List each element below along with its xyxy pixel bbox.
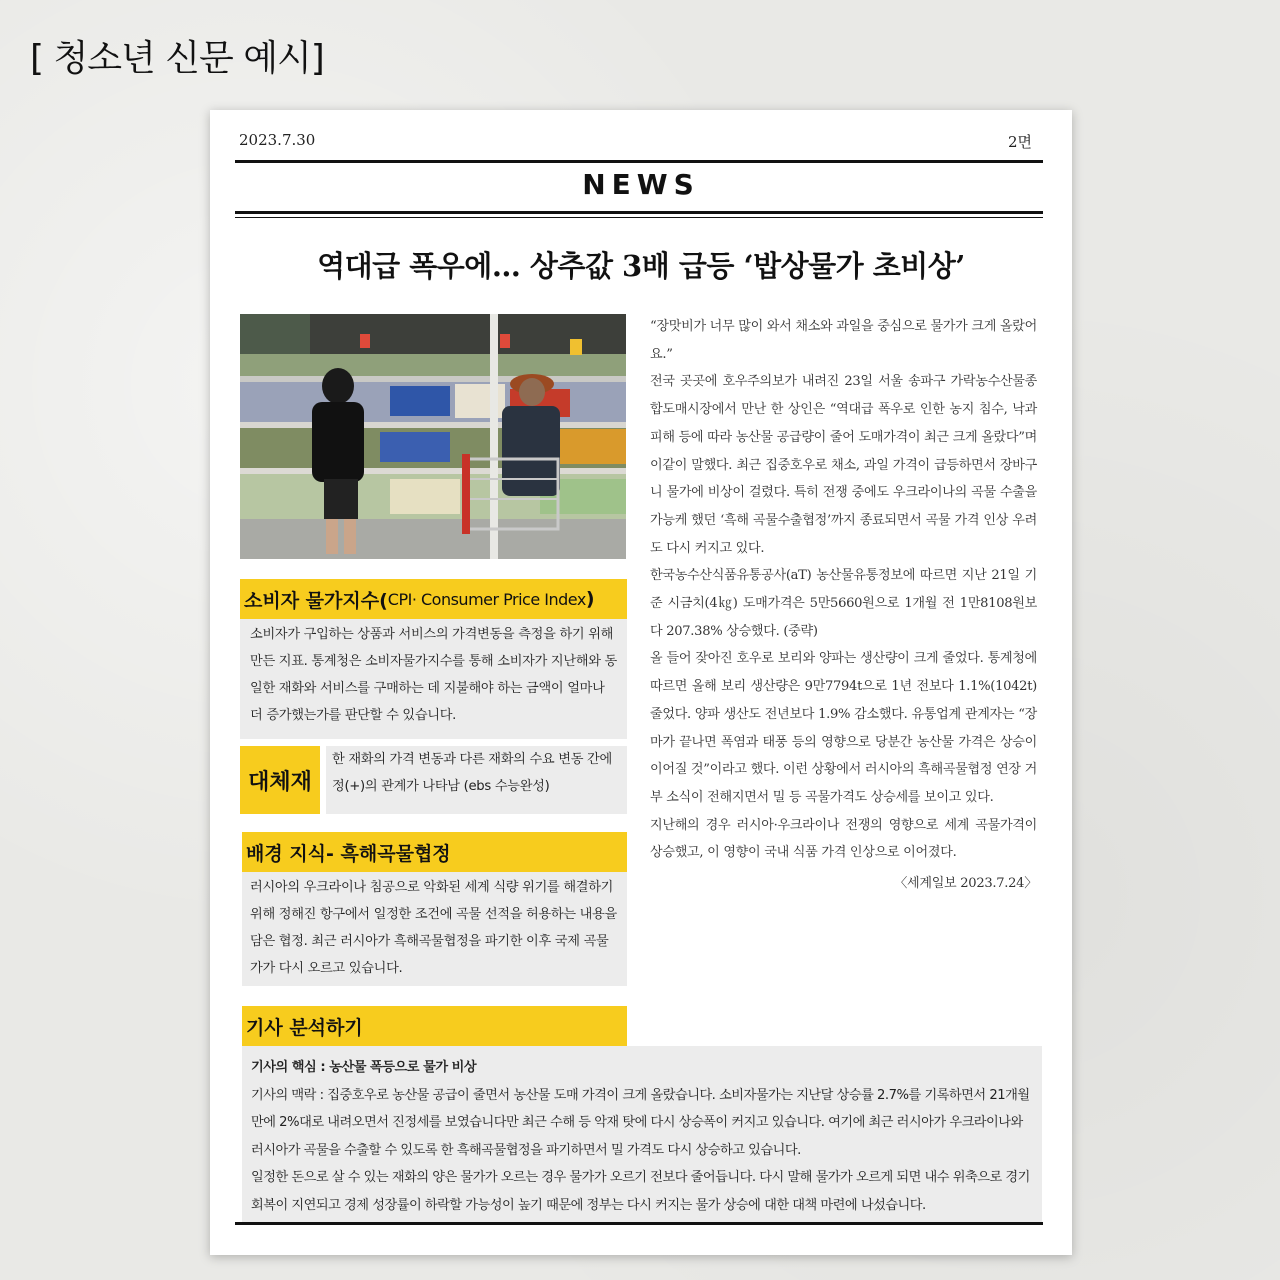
cpi-definition: 소비자가 구입하는 상품과 서비스의 가격변동을 측정을 하기 위해 만든 지표. 통계청은 소비자물가지수를 통해 소비자가 지난해와 동일한 재화와 서비스를 구매하는 데 지불해야 하는 금액이 얼마나 더 증가했는가를 판단할 수 있습니다. [250, 627, 617, 723]
substitute-title-bar [240, 746, 320, 814]
top-rule [235, 160, 1043, 163]
background-definition-box [242, 872, 627, 986]
analysis-conclusion: 일정한 돈으로 살 수 있는 재화의 양은 물가가 오르는 경우 물가가 오르기 전보다 줄어듭니다. 다시 말해 물가가 오르게 되면 내수 위축으로 경기 회복이 지연되고 경제 성장률이 하락할 가능성이 높기 때문에 정부는 다시 커지는 물가 상승에 대한 대책 마련에 나섰습니다. [251, 1170, 1030, 1213]
cpi-title: 소비자 물가지수( [244, 589, 388, 612]
analysis-title-bar [242, 1006, 627, 1046]
substitute-definition: 한 재화의 가격 변동과 다른 재화의 수요 변동 간에 정(+)의 관계가 나타남 (ebs 수능완성) [332, 752, 612, 794]
substitute-definition-box [326, 746, 627, 814]
background-definition: 러시아의 우크라이나 침공으로 악화된 세계 식량 위기를 해결하기 위해 정해진 항구에서 일정한 조건에 곡물 선적을 허용하는 내용을 담은 협정. 최근 러시아가 흑해곡물협정을 파기한 이후 국제 곡물가가 다시 오르고 있습니다. [250, 880, 617, 976]
cpi-title-bar [240, 579, 627, 619]
article-paragraph: 한국농수산식품유통공사(aT) 농산물유통정보에 따르면 지난 21일 기준 시금치(4㎏) 도매가격은 5만5660원으로 1개월 전 1만8108원보다 207.38% 상승했다. (중략) [650, 568, 1037, 639]
masthead-rule-thin [235, 217, 1043, 218]
bottom-rule [235, 1222, 1043, 1225]
article-body [650, 313, 1037, 898]
newspaper-sheet [210, 110, 1072, 1255]
analysis-box [242, 1046, 1042, 1222]
headline: 역대급 폭우에… 상추값 3배 급등 ‘밥상물가 초비상’ [317, 249, 965, 283]
article-paragraph: “장맛비가 너무 많이 와서 채소와 과일을 중심으로 물가가 크게 올랐어요.” [650, 319, 1037, 362]
supermarket-vegetable-aisle-photo [240, 314, 626, 559]
masthead: NEWS [582, 168, 700, 201]
article-source: 〈세계일보 2023.7.24〉 [894, 876, 1037, 892]
article-paragraph: 올 들어 잦아진 호우로 보리와 양파는 생산량이 크게 줄었다. 통계청에 따르면 올해 보리 생산량은 9만7794t으로 1년 전보다 1.1%(1042t) 줄었다. 양파 생산도 전년보다 1.9% 감소했다. 유통업계 관계자는 “장마가 끝나면 폭염과 태풍 등의 영향으로 당분간 농산물 가격은 상승이 이어질 것”이라고 했다. 이런 상황에서 러시아의 흑해곡물협정 연장 거부 소식이 전해지면서 밀 등 곡물가격도 상승세를 보이고 있다. [650, 651, 1037, 805]
substitute-title: 대체재 [248, 769, 312, 795]
page-number: 2면 [1007, 133, 1032, 151]
page-label: [ 청소년 신문 예시] [30, 38, 324, 79]
analysis-core: 기사의 핵심 : 농산물 폭등으로 물가 비상 [251, 1060, 477, 1075]
cpi-title-end: ) [585, 588, 595, 610]
cpi-definition-box [240, 619, 627, 739]
article-photo [240, 314, 626, 559]
masthead-rule-thick [235, 211, 1043, 214]
issue-date: 2023.7.30 [239, 131, 316, 149]
background-title: 배경 지식- 흑해곡물협정 [246, 842, 451, 865]
article-paragraph: 전국 곳곳에 호우주의보가 내려진 23일 서울 송파구 가락농수산물종합도매시장에서 만난 한 상인은 “역대급 폭우로 인한 농지 침수, 낙과 피해 등에 따라 농산물 공급량이 줄어 도매가격이 최근 크게 올랐다”며 이같이 말했다. 최근 집중호우로 채소, 과일 가격이 급등하면서 장바구니 물가에 비상이 걸렸다. 특히 전쟁 중에도 우크라이나의 곡물 수출을 가능케 했던 ‘흑해 곡물수출협정’까지 종료되면서 곡물 가격 인상 우려도 다시 커지고 있다. [650, 374, 1037, 556]
article-paragraph: 지난해의 경우 러시아·우크라이나 전쟁의 영향으로 세계 곡물가격이 상승했고, 이 영향이 국내 식품 가격 인상으로 이어졌다. [650, 817, 1037, 861]
background-title-bar [242, 832, 627, 872]
analysis-context: 기사의 맥락 : 집중호우로 농산물 공급이 줄면서 농산물 도매 가격이 크게 올랐습니다. 소비자물가는 지난달 상승률 2.7%를 기록하면서 21개월 만에 2%대로 내려오면서 진정세를 보였습니다만 최근 수해 등 악재 탓에 다시 상승폭이 커지고 있습니다. 여기에 최근 러시아가 우크라이나와 러시아가 곡물을 수출할 수 있도록 한 흑해곡물협정을 파기하면서 밀 가격도 다시 상승하고 있습니다. [251, 1087, 1030, 1158]
cpi-title-english: CPI· Consumer Price Index [387, 589, 586, 609]
analysis-title: 기사 분석하기 [246, 1016, 363, 1039]
